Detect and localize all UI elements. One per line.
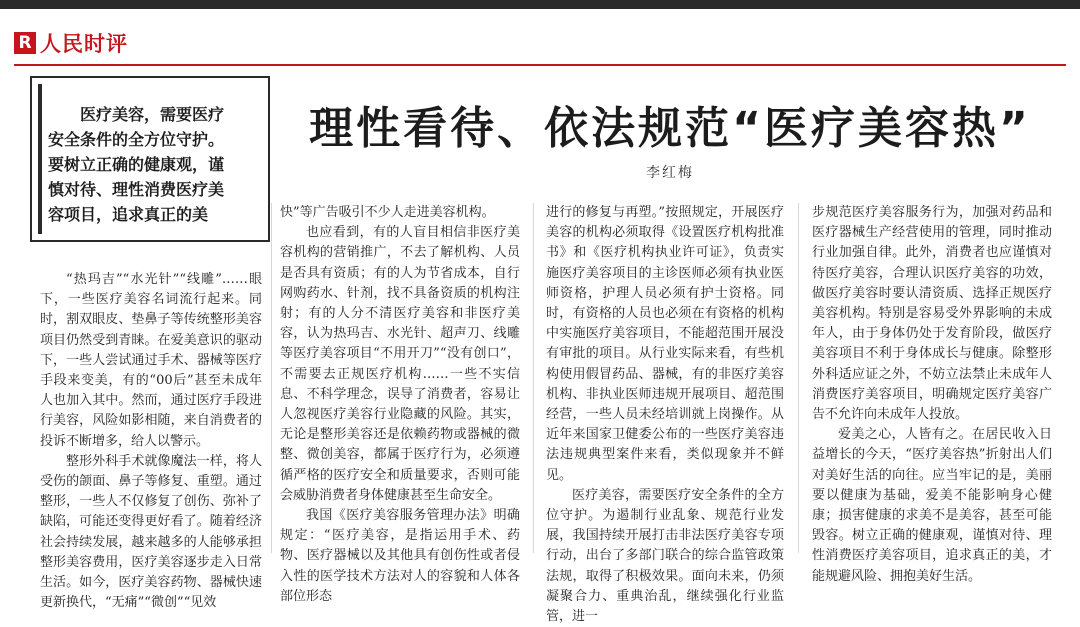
paragraph: “热玛吉”“水光针”“线雕”……眼下，一些医疗美容名词流行起来。同时，割双眼皮、垫鼻子等传统整形美容项目仍然受到青睐。在爱美意识的驱动下，一些人尝试通过手术、器械等医疗手段来变美，有的“00后”甚至未成年人也加入其中。然而，通过医疗手段进行美容，风险如影相随，来自消费者的投诉不断增多，给人以警示。 bbox=[40, 272, 262, 449]
section-rule bbox=[14, 64, 1066, 66]
column-divider bbox=[271, 203, 272, 553]
top-rule bbox=[0, 0, 1080, 9]
paragraph: 也应看到，有的人盲目相信非医疗美容机构的营销推广，不去了解机构、人员是否具有资质；有的人为节省成本，自行网购药水、针剂，找不具备资质的机构注射；有的人分不清医疗美容和非医疗美容，认为热玛吉、水光针、超声刀、线雕等医疗美容项目“不用开刀”“没有创口”，不需要去正规医疗机构……一些不实信息、不科学理念，误导了消费者，容易让人忽视医疗美容行业隐藏的风险。其实，无论是整形美容还是依赖药物或器械的微整、微创美容，都属于医疗行为，必须遵循严格的医疗安全和质量要求，否则可能会威胁消费者身体健康甚至生命安全。 bbox=[280, 225, 520, 503]
article-column-1 bbox=[40, 270, 262, 613]
paragraph: 医疗美容，需要医疗安全条件的全方位守护。为遏制行业乱象、规范行业发展，我国持续开展打击非法医疗美容专项行动，出台了多部门联合的综合监管政策法规，取得了积极效果。面向未来，仍须凝聚合力、重典治乱，继续强化行业监管，进一 bbox=[546, 487, 784, 625]
section-header bbox=[14, 28, 128, 58]
paragraph: 进行的修复与再塑。”按照规定，开展医疗美容的机构必须取得《设置医疗机构批准书》和《医疗机构执业许可证》，负责实施医疗美容项目的主诊医师必须有执业医师资格，护理人员必须有护士资格。同时，有资格的人员也必须在有资格的机构中实施医疗美容项目，不能超范围开展没有审批的项目。从行业实际来看，有些机构使用假冒药品、器械，有的非医疗美容机构、非执业医师违规开展项目、超范围经营，一些人员未经培训就上岗操作。从近年来国家卫健委公布的一些医疗美容违法违规典型案件来看，类似现象并不鲜见。 bbox=[546, 205, 784, 483]
lede-box bbox=[30, 76, 270, 242]
column-divider bbox=[533, 203, 534, 553]
lede-text: 医疗美容，需要医疗安全条件的全方位守护。要树立正确的健康观，谨慎对待、理性消费医疗美容项目，追求真正的美 bbox=[48, 105, 225, 224]
column-divider bbox=[798, 203, 799, 553]
paragraph: 我国《医疗美容服务管理办法》明确规定：“医疗美容，是指运用手术、药物、医疗器械以及其他具有创伤性或者侵入性的医学技术方法对人的容貌和人体各部位形态 bbox=[280, 508, 520, 604]
paragraph: 快”等广告吸引不少人走进美容机构。 bbox=[280, 205, 495, 220]
people-daily-logo-icon: R bbox=[14, 32, 36, 54]
headline: 理性看待、依法规范“医疗美容热” bbox=[309, 103, 1031, 154]
paragraph: 整形外科手术就像魔法一样，将人受伤的颌面、鼻子等修复、重塑。通过整形，一些人不仅修复了创伤、弥补了缺陷，可能还变得更好看了。随着经济社会持续发展，越来越多的人能够承担整形美容费用，医疗美容逐步走入日常生活。如今，医疗美容药物、器械快速更新换代，“无痛”“微创”“见效 bbox=[40, 453, 262, 611]
byline: 李红梅 bbox=[646, 165, 694, 181]
article-column-3 bbox=[546, 203, 784, 627]
section-name: 人民时评 bbox=[40, 32, 128, 56]
paragraph: 步规范医疗美容服务行为，加强对药品和医疗器械生产经营使用的管理，同时推动行业加强自律。此外，消费者也应谨慎对待医疗美容，合理认识医疗美容的功效，做医疗美容时要认清资质、选择正规医疗美容机构。特别是容易受外界影响的未成年人，由于身体仍处于发育阶段，做医疗美容项目不利于身体成长与健康。除整形外科适应证之外，不妨立法禁止未成年人消费医疗美容项目，明确规定医疗美容广告不允许向未成年人投放。 bbox=[812, 205, 1052, 423]
article-column-4 bbox=[812, 203, 1052, 587]
paragraph: 爱美之心，人皆有之。在居民收入日益增长的今天，“医疗美容热”折射出人们对美好生活的向往。应当牢记的是，美丽要以健康为基础，爱美不能影响身心健康；损害健康的求美不是美容，甚至可能毁容。树立正确的健康观，谨慎对待、理性消费医疗美容项目，追求真正的美，才能规避风险、拥抱美好生活。 bbox=[812, 427, 1052, 584]
article-column-2 bbox=[280, 203, 520, 607]
